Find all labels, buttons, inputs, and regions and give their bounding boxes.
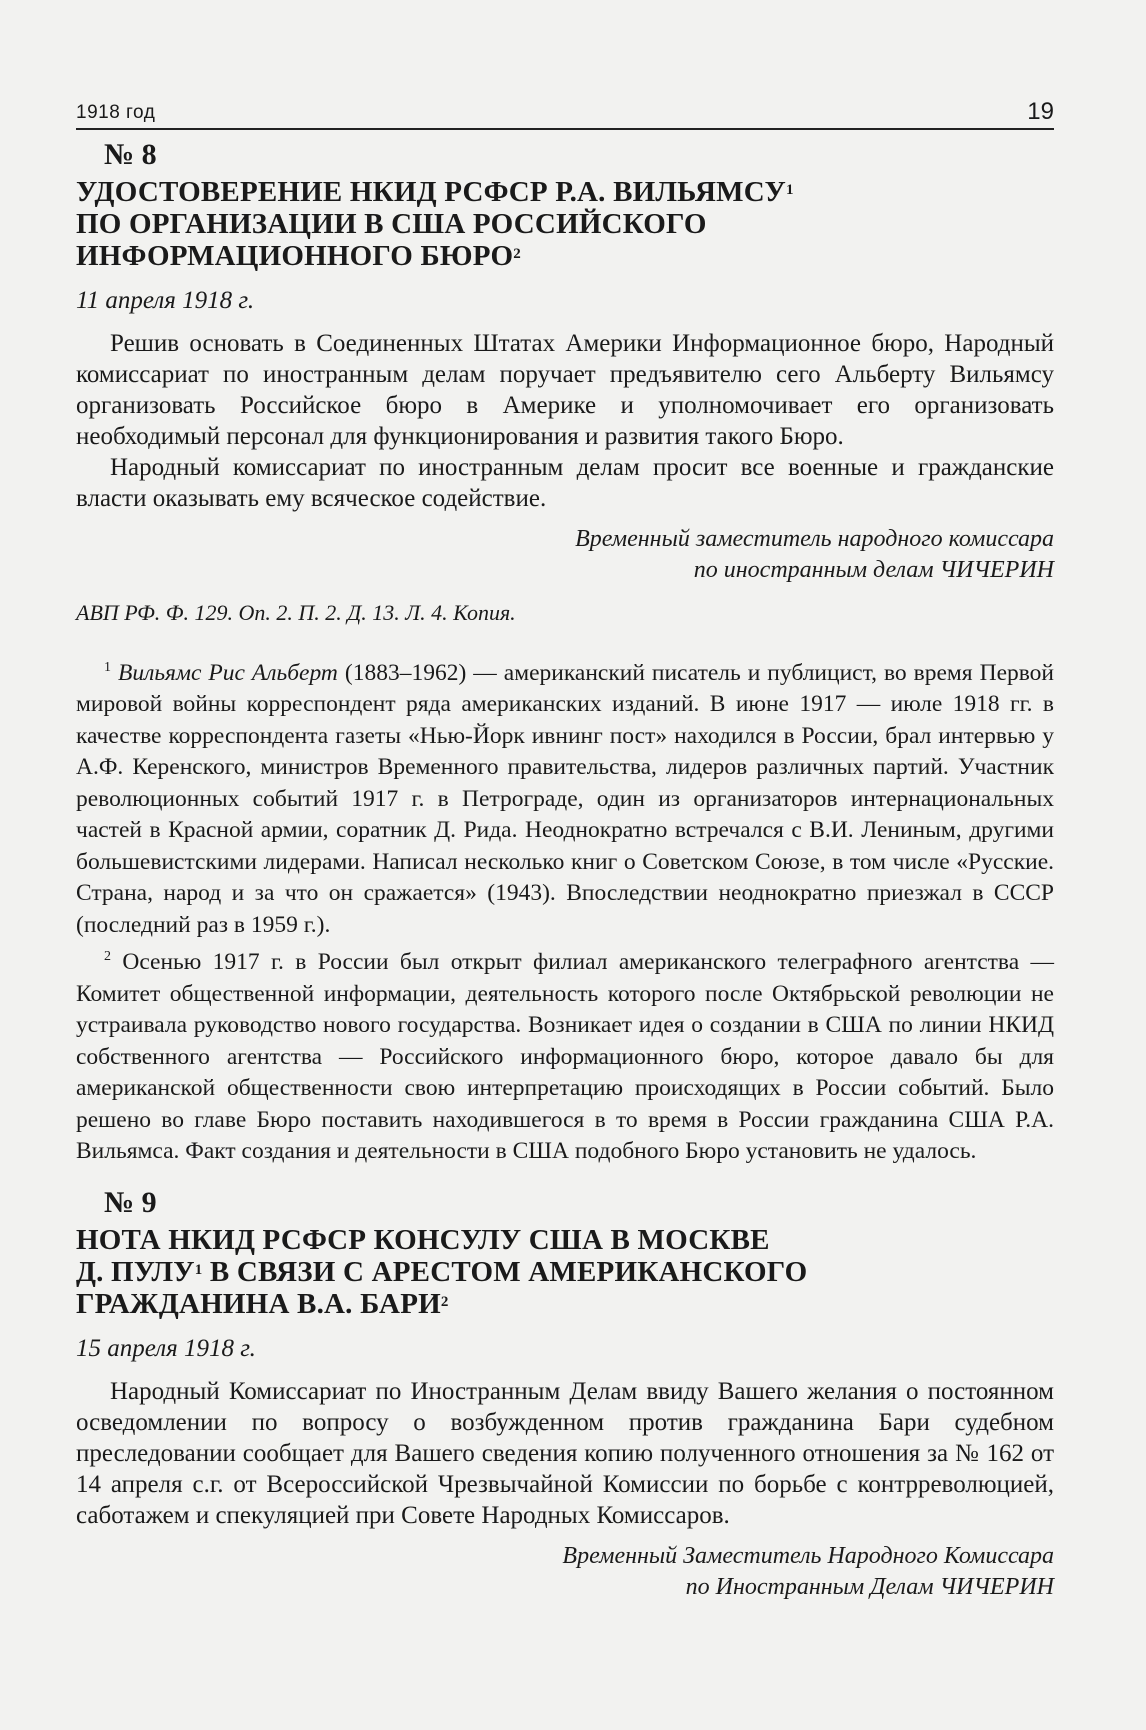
doc8-title-line3: ИНФОРМАЦИОННОГО БЮРО$^2$ — [76, 240, 521, 272]
footnote-ref-2: 2 — [513, 246, 521, 262]
footnote-2-text: Осенью 1917 г. в России был открыт филиал американского телеграфного агентства — Комитет общественной информации, деятельность которого после Октябрьской революции не устраивала руководство нового государства. Возникает идея о создании в США по линии НКИД собственного агентства — Российского информационного бюро, которое давало бы для американской общественности свою интерпретацию происходящих в России событий. Было решено во главе Бюро поставить находившегося в то время в России гражданина США Р.А. Вильямса. Факт создания и деятельности в США подобного Бюро установить не удалось. — [76, 949, 1055, 1165]
doc8-archive-reference: АВП РФ. Ф. 129. Оп. 2. П. 2. Д. 13. Л. 4. Копия. — [76, 600, 516, 625]
document-9 — [76, 1186, 1054, 1603]
doc9-title-line1: НОТА НКИД РСФСР КОНСУЛУ США В МОСКВЕ — [76, 1223, 770, 1256]
footnote-1-text: (1883–1962) — американский писатель и публицист, во время Первой мировой войны корреспондент ряда американских изданий. В июне 1917 — июле 1918 гг. в качестве корреспондента газеты «Нью-Йорк ивнинг пост» находился в России, брал интервью у А.Ф. Керенского, министров Временного правительства, лидеров различных партий. Участник революционных событий 1917 г. в Петрограде, один из организаторов интернациональных частей в Красной армии, соратник Д. Рида. Неоднократно встречался с В.И. Лениным, другими большевистскими лидерами. Написал несколько книг о Советском Союзе, в том числе «Русские. Страна, народ и за что он сражается» (1943). Впоследствии неоднократно приезжал в СССР (последний раз в 1959 г.). — [76, 659, 1055, 938]
document-8 — [76, 138, 1054, 1168]
page-content — [76, 138, 1054, 1603]
doc9-signature-line2: по Иностранным Делам ЧИЧЕРИН — [685, 1573, 1054, 1600]
doc8-paragraph-2: Народный комиссариат по иностранным делам просит все военные и гражданские власти оказывать ему всяческое содействие. — [76, 454, 1054, 512]
doc9-signature-line1: Временный Заместитель Народного Комиссара — [562, 1542, 1054, 1569]
doc8-number: № 8 — [104, 138, 157, 171]
doc8-footnote-2: $^2$ Осенью 1917 г. в России был открыт филиал американского телеграфного агентства — Комитет общественной информации, деятельность которого после Октябрьской революции не устраивала руководство нового государства. Возникает идея о создании в США по линии НКИД собственного агентства — Российского информационного бюро, которое давало бы для американской общественности свою интерпретацию происходящих в России событий. Было решено во главе Бюро поставить находившегося в то время в России гражданина США Р.А. Вильямса. Факт создания и деятельности в США подобного Бюро установить не удалось. — [76, 949, 1055, 1165]
doc8-signature — [76, 524, 1054, 586]
doc8-title-line1: УДОСТОВЕРЕНИЕ НКИД РСФСР Р.А. ВИЛЬЯМСУ$^1$ — [76, 176, 794, 208]
page-number: 19 — [1027, 98, 1054, 125]
doc8-signature-line2: по иностранным делам ЧИЧЕРИН — [693, 557, 1054, 583]
footnote-ref-1: 1 — [785, 182, 794, 198]
footnote-1-author: Вильямс Рис Альберт — [118, 659, 338, 686]
doc9-signature — [76, 1541, 1054, 1603]
doc9-date: 15 апреля 1918 г. — [76, 1334, 256, 1362]
doc8-signature-line1: Временный заместитель народного комиссара — [575, 526, 1054, 552]
doc8-date: 11 апреля 1918 г. — [76, 287, 255, 314]
doc9-title — [76, 1224, 1054, 1320]
doc9-footnote-ref-1: 1 — [194, 1261, 203, 1278]
doc8-title — [76, 176, 1054, 272]
doc9-paragraph-1: Народный Комиссариат по Иностранным Делам ввиду Вашего желания о постоянном осведомлении по вопросу о возбужденном против гражданина Бари судебном преследовании сообщает для Вашего сведения копию полученного отношения за № 162 от 14 апреля с.г. от Всероссийской Чрезвычайной Комиссии по борьбе с контрреволюцией, саботажем и спекуляцией при Совете Народных Комиссаров. — [76, 1377, 1054, 1529]
doc8-title-line2: ПО ОРГАНИЗАЦИИ В США РОССИЙСКОГО — [76, 208, 707, 240]
doc9-title-line2: Д. ПУЛУ$^1$ В СВЯЗИ С АРЕСТОМ АМЕРИКАНСКОГО — [76, 1255, 808, 1288]
doc9-number: № 9 — [104, 1185, 157, 1219]
running-header — [76, 94, 1054, 130]
running-header-year: 1918 год — [76, 102, 156, 123]
doc8-paragraph-1: Решив основать в Соединенных Штатах Америки Информационное бюро, Народный комиссариат по иностранным делам поручает предъявителю сего Альберту Вильямсу организовать Российское бюро в Америке и уполномочивает его организовать необходимый персонал для функционирования и развития такого Бюро. — [76, 330, 1054, 450]
doc8-footnote-1: $^1$ Вильямс Рис Альберт (1883–1962) — американский писатель и публицист, во время Первой мировой войны корреспондент ряда американских изданий. В июне 1917 — июле 1918 гг. в качестве корреспондента газеты «Нью-Йорк ивнинг пост» находился в России, брал интервью у А.Ф. Керенского, министров Временного правительства, лидеров различных партий. Участник революционных событий 1917 г. в Петрограде, один из организаторов интернациональных частей в Красной армии, соратник Д. Рида. Неоднократно встречался с В.И. Лениным, другими большевистскими лидерами. Написал несколько книг о Советском Союзе, в том числе «Русские. Страна, народ и за что он сражается» (1943). Впоследствии неоднократно приезжал в СССР (последний раз в 1959 г.). — [76, 659, 1055, 938]
doc9-title-line3: ГРАЖДАНИНА В.А. БАРИ$^2$ — [76, 1287, 449, 1320]
doc9-footnote-ref-2: 2 — [440, 1293, 449, 1310]
